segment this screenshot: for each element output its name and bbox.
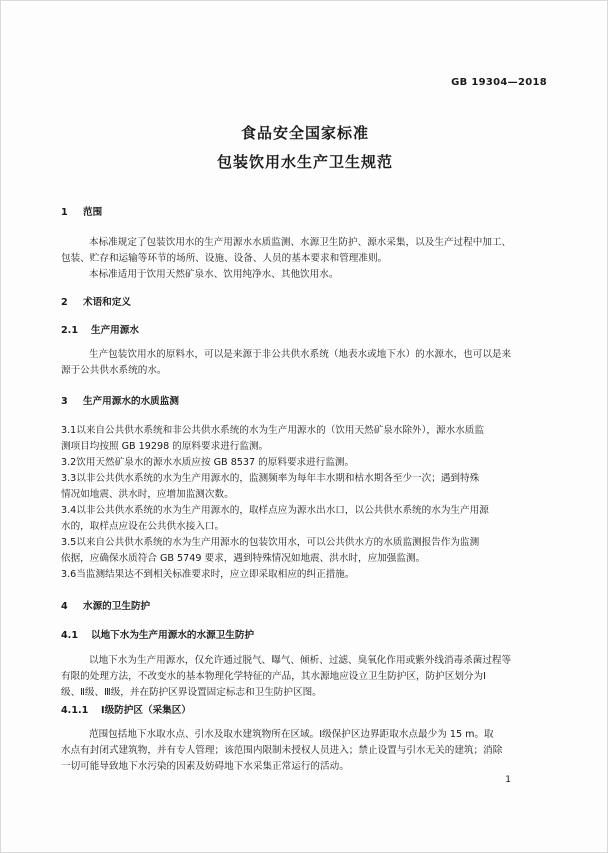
clause-number: 3.4 — [61, 505, 77, 516]
paragraph-line: 包装、贮存和运输等环节的场所、设施、设备、人员的基本要求和管理准则。 — [61, 253, 388, 264]
section-2-1-heading — [61, 323, 543, 339]
subsection-title: 以地下水为生产用源水的水源卫生防护 — [91, 630, 255, 641]
clause-text: 以非公共供水系统的水为生产用源水的，监测频率为每年丰水期和枯水期各至少一次；遇到特殊 — [76, 473, 480, 484]
paragraph: 本标准适用于饮用天然矿泉水、饮用纯净水、其他饮用水。 — [89, 269, 339, 280]
section-title: 范围 — [83, 207, 103, 218]
clause-continuation: 依据，应确保水质符合 GB 5749 要求，遇到特殊情况如地震、洪水时，应加强监测。 — [61, 553, 426, 564]
clause-text: 当监测结果达不到相关标准要求时，应立即采取相应的纠正措施。 — [76, 569, 355, 580]
subsection-number: 2.1 — [61, 325, 78, 336]
section-number: 3 — [61, 396, 68, 407]
paragraph-line: 以地下水为生产用源水，仅允许通过脱气、曝气、倾析、过滤、臭氧化作用或紫外线消毒杀菌过程等 — [89, 655, 512, 666]
clause-text: 以来自公共供水系统和非公共供水系统的水为生产用源水的（饮用天然矿泉水除外），源水水质监 — [76, 425, 484, 436]
clause-continuation: 水的，取样点应设在公共供水接入口。 — [61, 521, 225, 532]
clause-number: 3.2 — [61, 457, 77, 468]
section-4-1-body — [61, 653, 543, 701]
clause — [61, 503, 543, 519]
section-4-1-1-body — [61, 727, 543, 775]
document-title-line2: 包装饮用水生产卫生规范 — [216, 153, 393, 171]
clause-number: 3.5 — [61, 537, 77, 548]
section-1-body — [61, 235, 543, 283]
clause-number: 3.1 — [61, 425, 77, 436]
paragraph-line: 源于公共供水系统的水。 — [61, 365, 167, 376]
clause — [61, 471, 543, 487]
clause-continuation: 测项目均按照 GB 19298 的原料要求进行监测。 — [61, 441, 269, 452]
paragraph-line: 一切可能导致地下水污染的因素及妨碍地下水采集正常运行的活动。 — [61, 761, 349, 772]
standard-number: GB 19304—2018 — [451, 77, 547, 88]
subsection-title: Ⅰ级防护区（采集区） — [101, 705, 191, 716]
paragraph-line: 级、Ⅱ级、Ⅲ级，并在防护区界设置固定标志和卫生防护区图。 — [61, 687, 322, 698]
section-3-heading — [61, 394, 543, 410]
document-title-line1: 食品安全国家标准 — [240, 124, 369, 142]
clause-text: 以来自公共供水系统的水为生产用源水的包装饮用水，可以公共供水方的水质监测报告作为监测 — [76, 537, 480, 548]
clause — [61, 567, 543, 583]
section-2-heading — [61, 295, 543, 311]
section-3-items — [61, 423, 543, 583]
page-number: 1 — [505, 775, 511, 785]
clause — [61, 535, 543, 551]
section-4-1-1-heading — [61, 703, 543, 719]
section-title: 术语和定义 — [83, 297, 131, 308]
clause-text: 饮用天然矿泉水的源水水质应按 GB 8537 的原料要求进行监测。 — [76, 457, 355, 468]
paragraph-line: 有限的处理方法，不改变水的基本物理化学特征的产品，其水源地应设立卫生防护区，防护区划分为Ⅰ — [61, 671, 486, 682]
subsection-title: 生产用源水 — [91, 325, 139, 336]
paragraph-line: 本标准规定了包装饮用水的生产用源水水质监测、水源卫生防护、源水采集，以及生产过程中加工、 — [89, 237, 512, 248]
clause — [61, 423, 543, 439]
section-1-heading — [61, 205, 543, 221]
subsection-number: 4.1 — [61, 630, 78, 641]
paragraph-line: 范围包括地下水取水点、引水及取水建筑物所在区域。Ⅰ级保护区边界距取水点最少为 15 m。取 — [89, 729, 494, 740]
clause-text: 以非公共供水系统的水为生产用源水的，取样点应为源水出水口，以公共供水系统的水为生产用源 — [76, 505, 489, 516]
clause-continuation: 情况如地震、洪水时，应增加监测次数。 — [61, 489, 234, 500]
section-title: 生产用源水的水质监测 — [83, 396, 179, 407]
section-title: 水源的卫生防护 — [83, 601, 151, 612]
subsection-number: 4.1.1 — [61, 705, 89, 716]
section-4-1-heading — [61, 628, 543, 644]
section-2-1-body — [61, 347, 543, 379]
section-number: 2 — [61, 297, 68, 308]
paragraph — [61, 235, 543, 251]
section-4-heading — [61, 599, 543, 615]
section-number: 4 — [61, 601, 68, 612]
clause-number: 3.6 — [61, 569, 77, 580]
clause-number: 3.3 — [61, 473, 77, 484]
paragraph-line: 水点有封闭式建筑物，并有专人管理；该范围内限制未授权人员进入；禁止设置与引水无关的建筑；消除 — [61, 745, 503, 756]
paragraph-line: 生产包装饮用水的原料水，可以是来源于非公共供水系统（地表水或地下水）的水源水，也可以是来 — [89, 349, 512, 360]
clause — [61, 455, 543, 471]
section-number: 1 — [61, 207, 68, 218]
